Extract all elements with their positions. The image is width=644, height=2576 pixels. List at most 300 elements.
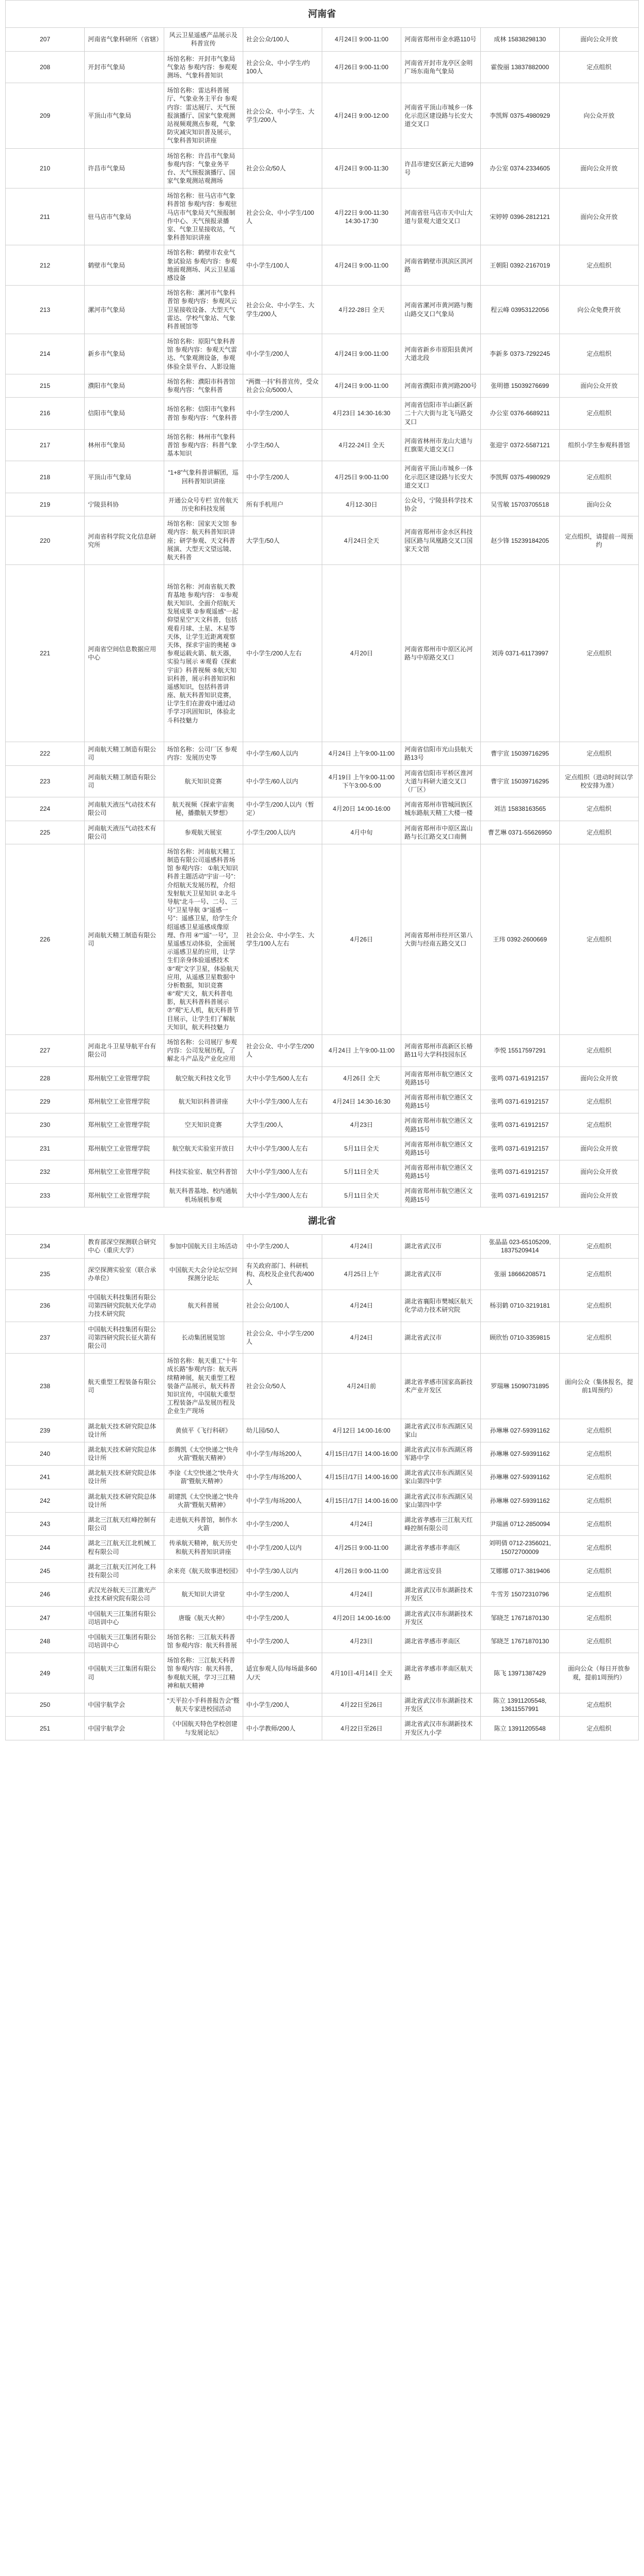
cell-num: 240: [6, 1442, 85, 1465]
cell-content: 场馆名称：国家天文馆 参观内容：航天科普知识讲座；研学参观、天文科普展演、大型天文望远镜、航天科普: [164, 516, 243, 565]
cell-time: 5月11日全天: [322, 1160, 401, 1184]
cell-time: 4月20日: [322, 565, 401, 742]
cell-contact: 张鸣 0371-61912157: [480, 1137, 559, 1160]
cell-org: 郑州航空工业管理学院: [85, 1184, 164, 1207]
cell-num: 226: [6, 844, 85, 1034]
cell-num: 237: [6, 1322, 85, 1354]
table-row: [6, 1653, 639, 1693]
cell-content: 场馆名称：原阳气象科普馆 参观内容：参观天气雷达、气象观测设备，参观体验全景平台、人影设施: [164, 334, 243, 374]
table-row: [6, 461, 639, 493]
cell-num: 210: [6, 148, 85, 189]
cell-contact: 罗瑞琳 15090731895: [480, 1354, 559, 1419]
cell-content: 场馆名称：三江航天科普馆 参观内容：航天科普展: [164, 1629, 243, 1653]
cell-num: 207: [6, 28, 85, 51]
cell-content: 航天知识科普讲座: [164, 1090, 243, 1113]
cell-contact: 办公室 0376-6689211: [480, 398, 559, 430]
activity-table: [5, 0, 639, 1740]
cell-mode: 定点组织: [559, 1629, 638, 1653]
cell-time: 4月24日 9:00-11:00: [322, 334, 401, 374]
cell-num: 248: [6, 1629, 85, 1653]
cell-contact: 王玮 0392-2600669: [480, 844, 559, 1034]
cell-format: 社会公众、中小学生、大学生/100人左右: [243, 844, 322, 1034]
cell-format: 大中小学生/500人左右: [243, 1066, 322, 1090]
cell-time: 4月25日 9:00-11:00: [322, 1536, 401, 1559]
cell-contact: 赵少锋 15239184205: [480, 516, 559, 565]
cell-org: 郑州航空工业管理学院: [85, 1160, 164, 1184]
cell-content: 《中国航天特色学校创建与发展论坛》: [164, 1717, 243, 1740]
table-row: [6, 286, 639, 334]
cell-org: 航天重型工程装备有限公司: [85, 1354, 164, 1419]
cell-num: 231: [6, 1137, 85, 1160]
cell-org: 林州市气象局: [85, 429, 164, 461]
cell-contact: 孙琳琳 027-59391162: [480, 1489, 559, 1512]
cell-time: 4月24日: [322, 1290, 401, 1322]
table-row: [6, 429, 639, 461]
cell-num: 217: [6, 429, 85, 461]
cell-loc: 湖北省孝感市孝南区: [401, 1536, 480, 1559]
table-row: [6, 1354, 639, 1419]
cell-contact: 程云峰 03953122056: [480, 286, 559, 334]
cell-loc: 河南省郑州市金水路110号: [401, 28, 480, 51]
cell-loc: 许昌市建安区新元大道99号: [401, 148, 480, 189]
cell-loc: 河南省平顶山市城乡一体化示范区建设路与长安大道交叉口: [401, 83, 480, 148]
cell-time: 4月25日上午: [322, 1258, 401, 1290]
cell-num: 230: [6, 1113, 85, 1137]
cell-contact: 邹晓芝 17671870130: [480, 1629, 559, 1653]
cell-loc: 河南省漯河市黄河路与衡山路交叉口气象局: [401, 286, 480, 334]
cell-contact: 成林 15838298130: [480, 28, 559, 51]
table-row: [6, 28, 639, 51]
table-row: [6, 1606, 639, 1629]
cell-loc: 河南省郑州市航空港区文苑路15号: [401, 1113, 480, 1137]
cell-org: 河南省空间信息数据应用中心: [85, 565, 164, 742]
cell-num: 244: [6, 1536, 85, 1559]
cell-contact: 杨羽鹤 0710-3219181: [480, 1290, 559, 1322]
table-row: [6, 1090, 639, 1113]
cell-content: 场馆名称：三江航天科普馆 参观内容：航天科普，参观航天展，学习三江精神和航天精神: [164, 1653, 243, 1693]
cell-time: 4月23日: [322, 1629, 401, 1653]
cell-mode: 定点组织: [559, 1090, 638, 1113]
cell-content: 参加中国航天日主场活动: [164, 1235, 243, 1258]
cell-mode: 定点组织: [559, 461, 638, 493]
cell-content: 彭腾凯《太空快递之“快舟火箭”暨航天精神》: [164, 1442, 243, 1465]
cell-format: 社会公众、中小学生/约100人: [243, 51, 322, 83]
cell-format: 中小学生/200人左右: [243, 565, 322, 742]
cell-num: 245: [6, 1559, 85, 1582]
cell-mode: 面向公众: [559, 493, 638, 516]
table-row: [6, 148, 639, 189]
cell-org: 中国宇航学会: [85, 1693, 164, 1717]
cell-loc: 河南省郑州市航空港区文苑路15号: [401, 1184, 480, 1207]
cell-time: 4月26日 9:00-11:00: [322, 1559, 401, 1582]
cell-num: 223: [6, 765, 85, 797]
cell-mode: 定点组织: [559, 1513, 638, 1536]
cell-org: 湖北三江航天红峰控制有限公司: [85, 1513, 164, 1536]
cell-time: 4月24日 9:00-11:00: [322, 245, 401, 286]
cell-contact: 孙琳琳 027-59391162: [480, 1419, 559, 1442]
cell-mode: 定点组织: [559, 1489, 638, 1512]
cell-format: 中小学生/200人以内: [243, 1536, 322, 1559]
cell-time: 4月24日: [322, 1583, 401, 1606]
cell-org: 河南省气象科研所（省辖）: [85, 28, 164, 51]
cell-time: 4月20日 14:00-16:00: [322, 1606, 401, 1629]
cell-contact: 办公室 0374-2334605: [480, 148, 559, 189]
cell-content: 中国航天大会分论坛空间探测分论坛: [164, 1258, 243, 1290]
cell-loc: 湖北省武汉市: [401, 1322, 480, 1354]
cell-format: 适宜参观人员/每场最多60人/天: [243, 1653, 322, 1693]
cell-org: 中国航天三江集团有限公司培训中心: [85, 1606, 164, 1629]
table-row: [6, 1489, 639, 1512]
cell-num: 225: [6, 821, 85, 844]
cell-contact: 曹艺琳 0371-55626950: [480, 821, 559, 844]
cell-contact: 宋婷婷 0396-2812121: [480, 189, 559, 245]
cell-content: 航天知识大讲堂: [164, 1583, 243, 1606]
cell-loc: 湖北省孝感市三江航天红峰控制有限公司: [401, 1513, 480, 1536]
cell-num: 215: [6, 374, 85, 397]
cell-org: 开封市气象局: [85, 51, 164, 83]
cell-content: 场馆名称：信阳市气象科普馆 参观内容：气象科普: [164, 398, 243, 430]
table-row: [6, 565, 639, 742]
cell-format: 大中小学生/300人左右: [243, 1137, 322, 1160]
cell-content: 场馆名称：许昌市气象局 参观内容：气象业务平台、天气预报演播厅、国家气象观测站观测场: [164, 148, 243, 189]
cell-time: 4月15日/17日 14:00-16:00: [322, 1442, 401, 1465]
cell-contact: 张鸣 0371-61912157: [480, 1090, 559, 1113]
cell-format: 社会公众、中小学生/100人: [243, 189, 322, 245]
cell-time: 4月22-28日 全天: [322, 286, 401, 334]
cell-num: 238: [6, 1354, 85, 1419]
cell-contact: 李新多 0373-7292245: [480, 334, 559, 374]
cell-contact: 吴雪敏 15703705518: [480, 493, 559, 516]
cell-num: 212: [6, 245, 85, 286]
cell-org: 中国航天科技集团有限公司第四研究院航天化学动力技术研究院: [85, 1290, 164, 1322]
cell-mode: 定点组织: [559, 1693, 638, 1717]
cell-mode: 定点组织: [559, 1606, 638, 1629]
cell-time: 4月15日/17日 14:00-16:00: [322, 1489, 401, 1512]
cell-format: 所有手机用户: [243, 493, 322, 516]
cell-time: 4月22-24日 全天: [322, 429, 401, 461]
cell-content: 传承航天精神，航天历史和航天科普知识讲座: [164, 1536, 243, 1559]
cell-time: 4月24日前: [322, 1354, 401, 1419]
cell-format: 大中小学生/300人左右: [243, 1160, 322, 1184]
cell-num: 249: [6, 1653, 85, 1693]
cell-contact: 张迎宇 0372-5587121: [480, 429, 559, 461]
cell-time: 4月26日: [322, 844, 401, 1034]
cell-loc: 湖北省武汉市东湖新技术开发区: [401, 1606, 480, 1629]
cell-format: 社会公众、中小学生、大学生/200人: [243, 286, 322, 334]
cell-org: 河南航天液压气动技术有限公司: [85, 797, 164, 821]
table-row: [6, 1629, 639, 1653]
cell-num: 211: [6, 189, 85, 245]
cell-time: 4月22日 9:00-11:30 14:30-17:30: [322, 189, 401, 245]
cell-org: 湖北三江航天江河化工科技有限公司: [85, 1559, 164, 1582]
cell-mode: 面向公众开放: [559, 28, 638, 51]
cell-format: 中小学生/200人: [243, 334, 322, 374]
cell-content: 空天知识竞赛: [164, 1113, 243, 1137]
cell-content: 航天科普基地、校内通航机场展机参观: [164, 1184, 243, 1207]
cell-contact: 尹瑞涵 0712-2850094: [480, 1513, 559, 1536]
table-row: [6, 1290, 639, 1322]
cell-content: 航天视频《探索宇宙奥秘，播撒航天梦想》: [164, 797, 243, 821]
cell-content: 航空航天实验室开放日: [164, 1137, 243, 1160]
cell-loc: 河南省郑州市经开区第八大街与经南五路交叉口: [401, 844, 480, 1034]
table-row: [6, 51, 639, 83]
table-row: [6, 1160, 639, 1184]
table-row: [6, 1536, 639, 1559]
cell-loc: 河南省郑州市航空港区文苑路15号: [401, 1090, 480, 1113]
cell-num: 219: [6, 493, 85, 516]
cell-content: 航天知识竞赛: [164, 765, 243, 797]
cell-contact: 张鸣 0371-61912157: [480, 1113, 559, 1137]
cell-time: 4月23日 14:30-16:30: [322, 398, 401, 430]
cell-mode: 定点组织: [559, 1419, 638, 1442]
cell-time: 4月24日 9:00-11:30: [322, 148, 401, 189]
cell-num: 216: [6, 398, 85, 430]
table-row: [6, 83, 639, 148]
cell-contact: 刘涛 0371-61173997: [480, 565, 559, 742]
cell-content: 场馆名称：河南航天精工制造有限公司遥感科普场馆 参观内容： ①航天知识科普主题活动“宇宙一号”：介绍航天发展历程，介绍发射航天卫星知识 ②北斗导航“北斗一号、二号、三号”卫星导航 ③“遥感一号”：遥感卫星，给学生介绍遥感卫星遥感成像原理、作用 ④““遥”一号”，卫星遥感互动体验，全面展示遥感卫星的应用，让学生们亲身体验遥感技术 ⑤“观”文字卫星，体验航天应用，从遥感卫星数据中分析数据，知识竞赛 ⑥“观”天文，航天科普电影，航天科普科普展示 ⑦“观”无人机，航天科普节目展示，让学生们了解航天知识，航天科技魅力: [164, 844, 243, 1034]
cell-num: 222: [6, 742, 85, 765]
cell-num: 228: [6, 1066, 85, 1090]
cell-num: 242: [6, 1489, 85, 1512]
cell-mode: 面向公众开放: [559, 1160, 638, 1184]
cell-num: 229: [6, 1090, 85, 1113]
cell-time: 4月26日 9:00-11:00: [322, 51, 401, 83]
province-name: 河南省: [6, 1, 639, 28]
cell-org: 郑州航空工业管理学院: [85, 1113, 164, 1137]
table-row: [6, 1113, 639, 1137]
cell-loc: 河南省开封市龙亭区金明广场东南角气象局: [401, 51, 480, 83]
province-name: 湖北省: [6, 1207, 639, 1234]
cell-format: 中小学生/200人: [243, 398, 322, 430]
cell-contact: 孙琳琳 027-59391162: [480, 1466, 559, 1489]
cell-contact: 李悦 15517597291: [480, 1035, 559, 1067]
table-row: [6, 1513, 639, 1536]
cell-format: 中小学生/200人: [243, 1583, 322, 1606]
cell-org: 湖北航天技术研究院总体设计所: [85, 1419, 164, 1442]
cell-format: 大中小学生/300人左右: [243, 1184, 322, 1207]
cell-format: “两微一抖”科普宣传，受众社会公众/5000人: [243, 374, 322, 397]
cell-mode: 面向公众开放: [559, 374, 638, 397]
cell-loc: 湖北省襄阳市樊城区航天化学动力技术研究院: [401, 1290, 480, 1322]
cell-loc: 河南省信阳市羊山新区新二十六大街与北飞马路交叉口: [401, 398, 480, 430]
cell-loc: 湖北省武汉市东西湖区吴家山第四中学: [401, 1489, 480, 1512]
cell-org: 河南省科学院文化信息研究所: [85, 516, 164, 565]
cell-mode: 定点组织: [559, 398, 638, 430]
cell-num: 247: [6, 1606, 85, 1629]
cell-contact: 张晶晶 023-65105209, 18375209414: [480, 1235, 559, 1258]
cell-content: 场馆名称：开封市气象局气象站 参观内容：参观观测场、气象科普知识: [164, 51, 243, 83]
cell-time: 4月12日 14:00-16:00: [322, 1419, 401, 1442]
cell-time: 4月24日 9:00-11:00: [322, 28, 401, 51]
cell-content: “1+8”气象科普讲解团，巡回科普知识讲座: [164, 461, 243, 493]
cell-format: 大学生/200人: [243, 1113, 322, 1137]
cell-org: 郑州航空工业管理学院: [85, 1066, 164, 1090]
cell-content: 科技实验室、航空科普馆: [164, 1160, 243, 1184]
cell-mode: 定点组织: [559, 1559, 638, 1582]
cell-org: 湖北航天技术研究院总体设计所: [85, 1489, 164, 1512]
cell-org: 平顶山市气象局: [85, 461, 164, 493]
cell-org: 河南北斗卫星导航平台有限公司: [85, 1035, 164, 1067]
cell-content: 唐璇《航天火种》: [164, 1606, 243, 1629]
table-row: [6, 844, 639, 1034]
cell-num: 218: [6, 461, 85, 493]
cell-format: 中小学生/30人以内: [243, 1559, 322, 1582]
cell-time: 4月22日至26日: [322, 1717, 401, 1740]
table-row: [6, 821, 639, 844]
cell-contact: 张明德 15039276699: [480, 374, 559, 397]
cell-format: 社会公众、中小学生、大学生/200人: [243, 83, 322, 148]
cell-num: 243: [6, 1513, 85, 1536]
cell-loc: 湖北省孝感市国家高新技术产业开发区: [401, 1354, 480, 1419]
cell-time: 4月24日全天: [322, 516, 401, 565]
cell-time: 4月20日 14:00-16:00: [322, 797, 401, 821]
cell-loc: 公众号，宁陵县科学技术协会: [401, 493, 480, 516]
cell-org: 宁陵县科协: [85, 493, 164, 516]
cell-contact: 顾欣怡 0710-3359815: [480, 1322, 559, 1354]
table-row: [6, 334, 639, 374]
cell-mode: 定点组织: [559, 1035, 638, 1067]
cell-content: 场馆名称：驻马店市气象科普馆 参观内容：参观驻马店市气象局天气预报制作中心、天气预报录播室、气象卫星接收站，气象科普知识讲座: [164, 189, 243, 245]
table-row: [6, 245, 639, 286]
cell-content: 航空航天科技文化节: [164, 1066, 243, 1090]
cell-mode: 定点组织: [559, 844, 638, 1034]
cell-time: 5月11日全天: [322, 1184, 401, 1207]
cell-format: 社会公众/50人: [243, 148, 322, 189]
cell-format: 大中小学生/300人左右: [243, 1090, 322, 1113]
cell-contact: 李凯辉 0375-4980929: [480, 83, 559, 148]
cell-mode: 定点组织: [559, 1536, 638, 1559]
cell-contact: 刘洁 15838163565: [480, 797, 559, 821]
table-row: [6, 1066, 639, 1090]
cell-num: 250: [6, 1693, 85, 1717]
cell-mode: 面向公众开放: [559, 148, 638, 189]
cell-mode: 定点组织: [559, 821, 638, 844]
cell-time: 4月24日 上午9:00-11:00: [322, 1035, 401, 1067]
cell-time: 4月12-30日: [322, 493, 401, 516]
cell-org: 中国宇航学会: [85, 1717, 164, 1740]
cell-loc: 河南省濮阳市黄河路200号: [401, 374, 480, 397]
cell-time: 4月26日 全天: [322, 1066, 401, 1090]
cell-format: 社会公众、中小学生/200人: [243, 1322, 322, 1354]
province-header: [6, 1207, 639, 1234]
cell-loc: 河南省信阳市光山县航天路13号: [401, 742, 480, 765]
cell-org: 湖北航天技术研究院总体设计所: [85, 1466, 164, 1489]
cell-content: 长动集团展览馆: [164, 1322, 243, 1354]
cell-org: 郑州航空工业管理学院: [85, 1090, 164, 1113]
cell-org: 郑州航空工业管理学院: [85, 1137, 164, 1160]
cell-num: 208: [6, 51, 85, 83]
cell-time: 4月19日 上午9:00-11:00 下午3:00-5:00: [322, 765, 401, 797]
cell-mode: 向公众开放: [559, 83, 638, 148]
cell-org: 中国航天三江集团有限公司培训中心: [85, 1629, 164, 1653]
cell-contact: 曹宇宣 15039716295: [480, 765, 559, 797]
cell-loc: 湖北省武汉市东湖新技术开发区九小学: [401, 1717, 480, 1740]
cell-format: 小学生/200人以内: [243, 821, 322, 844]
cell-content: 场馆名称：公司厂区 参观内容：发展历史等: [164, 742, 243, 765]
cell-mode: 定点组织: [559, 797, 638, 821]
cell-num: 235: [6, 1258, 85, 1290]
cell-mode: 定点组织: [559, 1442, 638, 1465]
cell-time: 4月10日-4月14日 全天: [322, 1653, 401, 1693]
cell-content: 开通公众号专栏 宣传航天历史和科技发展: [164, 493, 243, 516]
cell-mode: 定点组织: [559, 1113, 638, 1137]
cell-format: 中小学生/200人以内（暂定）: [243, 797, 322, 821]
cell-contact: 张丽 18666208571: [480, 1258, 559, 1290]
table-row: [6, 742, 639, 765]
cell-content: 场馆名称：公司展厅 参观内容：公司发展历程，了解北斗产品及产业化应用: [164, 1035, 243, 1067]
cell-contact: 陈立 13911205548: [480, 1717, 559, 1740]
cell-org: 漯河市气象局: [85, 286, 164, 334]
cell-format: 社会公众/50人: [243, 1354, 322, 1419]
cell-org: 湖北航天技术研究院总体设计所: [85, 1442, 164, 1465]
cell-mode: 面向公众开放: [559, 189, 638, 245]
cell-time: 4月24日: [322, 1513, 401, 1536]
table-row: [6, 1184, 639, 1207]
table-row: [6, 1466, 639, 1489]
cell-org: 信阳市气象局: [85, 398, 164, 430]
cell-format: 社会公众、中小学生/200人: [243, 1035, 322, 1067]
cell-content: “天平拉小手科普报告会”暨航天专家进校园活动: [164, 1693, 243, 1717]
cell-format: 中小学生/每场200人: [243, 1442, 322, 1465]
cell-format: 大学生/50人: [243, 516, 322, 565]
cell-content: 场馆名称：濮阳市科普馆 参观内容：气象科普: [164, 374, 243, 397]
cell-loc: 湖北省武汉市东湖新技术开发区: [401, 1583, 480, 1606]
table-row: [6, 1235, 639, 1258]
table-row: [6, 1137, 639, 1160]
cell-loc: 湖北省武汉市东湖新技术开发区: [401, 1693, 480, 1717]
cell-org: 武汉光谷航天三江激光产业技术研究院有限公司: [85, 1583, 164, 1606]
province-header: [6, 1, 639, 28]
cell-num: 227: [6, 1035, 85, 1067]
cell-mode: 定点组织: [559, 1322, 638, 1354]
table-row: [6, 1322, 639, 1354]
cell-loc: 河南省林州市龙山大道与红旗渠大道交叉口: [401, 429, 480, 461]
cell-contact: 张鸣 0371-61912157: [480, 1066, 559, 1090]
table-row: [6, 493, 639, 516]
cell-time: 4月24日 14:30-16:30: [322, 1090, 401, 1113]
table-row: [6, 1583, 639, 1606]
cell-format: 中小学生/200人: [243, 1606, 322, 1629]
cell-format: 中小学生/200人: [243, 1513, 322, 1536]
cell-format: 社会公众/100人: [243, 28, 322, 51]
cell-num: 214: [6, 334, 85, 374]
cell-time: 4月24日 9:00-11:00: [322, 374, 401, 397]
table-row: [6, 1035, 639, 1067]
cell-mode: 面向公众开放: [559, 1066, 638, 1090]
cell-num: 232: [6, 1160, 85, 1184]
cell-org: 河南航天精工制造有限公司: [85, 765, 164, 797]
cell-mode: 定点组织: [559, 334, 638, 374]
cell-time: 5月11日全天: [322, 1137, 401, 1160]
cell-mode: 向公众免费开放: [559, 286, 638, 334]
cell-mode: 定点组织（进动时间以学校安排为准）: [559, 765, 638, 797]
cell-contact: 邹晓芝 17671870130: [480, 1606, 559, 1629]
cell-org: 平顶山市气象局: [85, 83, 164, 148]
cell-time: 4月22日至26日: [322, 1693, 401, 1717]
cell-mode: 组织小学生参观科普馆: [559, 429, 638, 461]
cell-format: 中小学生/60人以内: [243, 742, 322, 765]
cell-format: 小学生/50人: [243, 429, 322, 461]
cell-mode: 定点组织: [559, 1235, 638, 1258]
cell-loc: 河南省郑州市高新区长椿路11号大学科技园东区: [401, 1035, 480, 1067]
cell-mode: 定点组织: [559, 1717, 638, 1740]
cell-contact: 霍俊丽 13837882000: [480, 51, 559, 83]
cell-loc: 湖北省武汉市: [401, 1258, 480, 1290]
cell-content: 航天科普展: [164, 1290, 243, 1322]
cell-content: 参观航天展室: [164, 821, 243, 844]
cell-format: 社会公众/100人: [243, 1290, 322, 1322]
cell-format: 中小学教师/200人: [243, 1717, 322, 1740]
